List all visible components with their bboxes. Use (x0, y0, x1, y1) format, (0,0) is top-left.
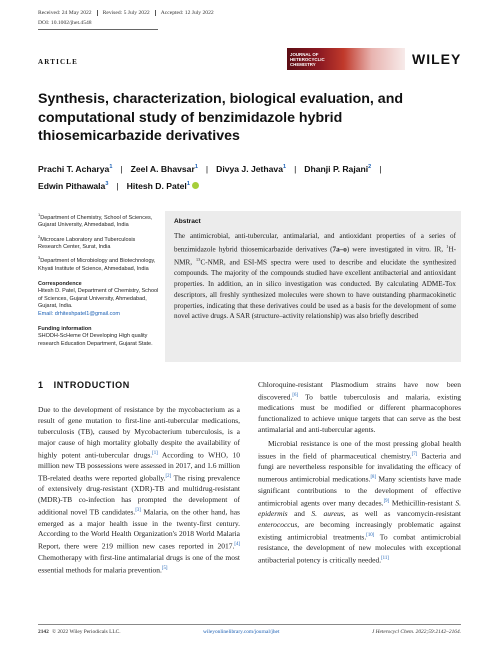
citation-link[interactable]: [8] (370, 475, 377, 481)
correspondence-email[interactable]: Email: drhiteshpatel1@gmail.com (38, 310, 121, 317)
citation-link[interactable]: [5] (161, 565, 168, 571)
citation-link[interactable]: [6] (292, 392, 298, 398)
affiliation: $^3$Department of Microbiology and Biotechnology, Khyati Institute of Science, Ahmedabad, India (38, 255, 156, 272)
citation-link[interactable]: [1] (152, 450, 158, 456)
affiliation-ref[interactable]: 1 (283, 164, 287, 170)
page-footer (38, 624, 461, 635)
paragraph: Chloroquine-resistant Plasmodium strains have now been discovered.[6] To battle tuberculosis and malaria, existing medications must be modified or different pharmacophores functionalized to achieve unique targets that can serve as the best antimalarial and anti-tubercular agents. (258, 380, 461, 435)
section-number: 1 (38, 380, 44, 390)
body-column-left (38, 405, 240, 576)
paragraph: Microbial resistance is one of the most pressing global health issues in the field of pharmaceutical chemistry.[7] Bacteria and fungi are nevertheless responsible for invalidating the efficacy of numerous antimicrobial medications.[8] Many scientists have made significant contributions to the development of effective antimicrobial agents over many decades.[9] Methicillin-resistant S. epidermis and S. aureus, as well as vancomycin-resistant enterococcus, are becoming increasingly problematic against existing antimicrobial treatments.[10] To combat antimicrobial resistance, the development of new molecules with exceptional antibacterial potency is critically needed.[11] (258, 439, 462, 565)
section-label: ARTICLE (38, 58, 79, 66)
author-name[interactable]: Dhanji P. Rajani$^2$ (304, 163, 372, 174)
citation-link[interactable]: [11] (381, 556, 389, 562)
accepted-date: Accepted: 12 July 2022 (155, 10, 219, 16)
paragraph: Due to the development of resistance by the mycobacterium as a result of gene mutation to first-line anti-tubercular medications, tuberculosis (TB), caused by Mycobacterium tuberculosis, is a major cause of high mortality globally despite the availability of highly potent anti-tubercular drugs.[1] According to WHO, 10 million new TB possessions were assessed in 2017, and 1.6 million TB-related deaths were reported globally.[2] The rising prevalence of extensively drug-resistant (XDR)-TB and multidrug-resistant (MDR)-TB co-infection has prompted the development of additional novel TB candidates.[3] Malaria, on the other hand, has emerged as a major health issue in the twenty-first century. According to the World Health Organization's 2018 World Malaria Report, there were 219 million new cases reported in 2017.[4] Chemotherapy with first-line antimalarial drugs is one of the most essential methods for malaria prevention.[5] (38, 405, 240, 575)
affiliation: $^1$Department of Chemistry, School of Sciences, Gujarat University, Ahmedabad, India (38, 212, 153, 229)
correspondence-heading: Correspondence (38, 280, 82, 287)
citation-link[interactable]: [2] (165, 473, 172, 479)
article-title: Synthesis, characterization, biological evaluation, and computational study of benzimidazole hybrid thiosemicarbazide derivatives (38, 91, 404, 144)
received-date: Received: 24 May 2022 (38, 10, 92, 16)
affiliation: $^2$Microcare Laboratory and Tuberculosis Research Center, Surat, India (38, 233, 136, 250)
author-separator: | (205, 163, 209, 174)
orcid-icon[interactable] (192, 182, 199, 189)
author-name[interactable]: Edwin Pithawala$^3$ (38, 181, 109, 192)
author-name[interactable]: Zeel A. Bhavsar$^1$ (130, 163, 198, 174)
author-separator: | (116, 181, 119, 192)
author-name[interactable]: Divya J. Jethava$^1$ (216, 163, 287, 174)
citation-link[interactable]: [10] (366, 532, 375, 538)
revised-date: Revised: 5 July 2022 (97, 10, 155, 16)
article-info-sidebar (38, 211, 160, 348)
journal-banner-logo[interactable] (287, 48, 405, 70)
author-separator: | (294, 163, 297, 174)
funding-heading: Funding information (38, 325, 92, 332)
abstract-heading: Abstract (174, 218, 201, 225)
correspondence-text: Hitesh D. Patel, Department of Chemistry, School of Sciences, Gujarat University, Ahmedabad, Gujarat, India. (38, 288, 159, 310)
affiliation-ref[interactable]: 1 (194, 164, 198, 170)
author-separator: | (120, 163, 123, 174)
page-number: 2142 (38, 629, 49, 635)
affiliation-ref[interactable]: 3 (105, 181, 109, 188)
article-dates (38, 10, 219, 16)
citation-link[interactable]: [3] (135, 508, 141, 514)
header-divider (38, 29, 158, 30)
citation-link[interactable]: [9] (383, 498, 390, 504)
journal-url[interactable]: wileyonlinelibrary.com/journal/jhet (203, 629, 280, 635)
section-heading-introduction (38, 380, 130, 390)
body-column-right (258, 380, 461, 567)
affiliation-ref[interactable]: 2 (368, 164, 372, 170)
affiliation-ref[interactable]: 1 (186, 181, 190, 188)
affiliation-ref[interactable]: 1 (109, 164, 113, 170)
abstract-text: The antimicrobial, anti-tubercular, antimalarial, and antioxidant properties of a series of benzimidazole hybrid thiosemicarbazide derivatives (7a–o) were investigated in vitro. IR, $^1$H-NMR, $^{13}$C-NMR, and ESI-MS spectra were used to describe and elucidate the synthesized compounds. The majority of the compounds studied have excellent antibacterial and antioxidant properties. In addition, an in silico investigation was conducted. By calculating ADME-Tox descriptors, all freshly synthesized molecules were shown to have outstanding pharmacokinetic properties, indicating that these derivatives could be used as a basis for the development of some novel active drugs. A SAR (structure–activity relationship) was also briefly described (174, 232, 456, 321)
funding-text: SHODH-ScHeme Of Developing High quality research Education Department, Gujarat State. (38, 333, 153, 347)
citation-link[interactable]: [4] (234, 542, 240, 548)
author-name[interactable]: Hitesh D. Patel$^1$ (126, 181, 190, 192)
author-name[interactable]: Prachi T. Acharya$^1$ (38, 163, 113, 174)
section-title: INTRODUCTION (53, 380, 130, 390)
author-list (38, 160, 468, 195)
author-separator: | (379, 163, 382, 174)
copyright: © 2022 Wiley Periodicals LLC. (52, 629, 121, 635)
abstract-box (165, 211, 461, 362)
publisher-logo[interactable]: WILEY (412, 51, 462, 67)
journal-name: JOURNAL OF HETEROCYCLIC CHEMISTRY (290, 52, 325, 67)
citation-link[interactable]: [7] (411, 451, 418, 457)
journal-citation: J Heterocycl Chem. 2022;59:2142–2164. (371, 629, 461, 635)
doi[interactable]: DOI: 10.1002/jhet.4548 (38, 20, 92, 26)
